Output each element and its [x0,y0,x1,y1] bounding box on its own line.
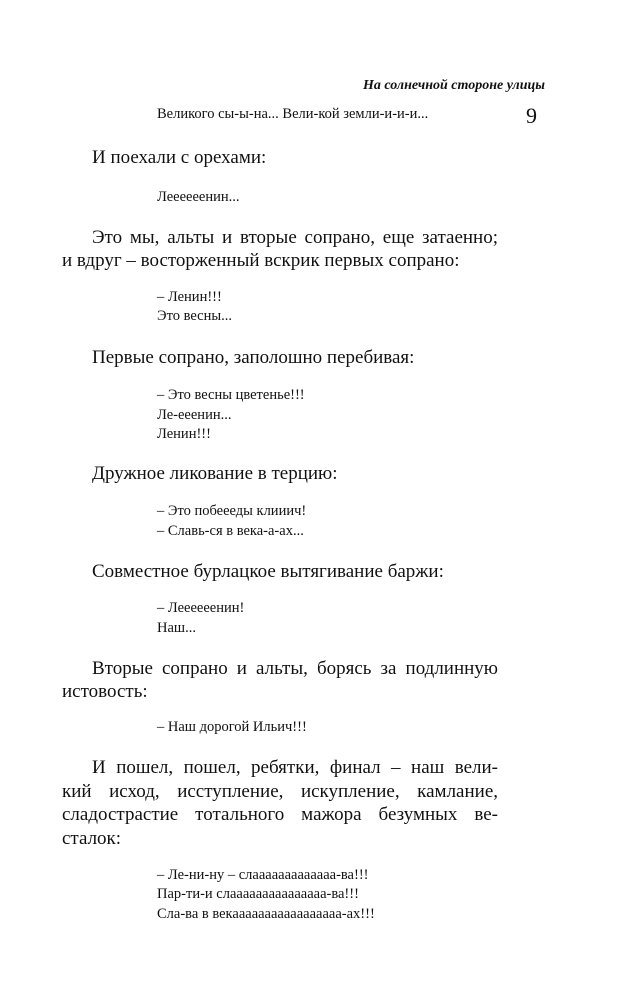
paragraph-line: сталок: [62,828,122,849]
lyric-line: – Это весны цветенье!!! [157,387,305,403]
paragraph-line: истовость: [62,681,148,702]
paragraph-line: Вторые сопрано и альты, борясь за подлинную [92,658,498,679]
lyric-line: – Славь-ся в века-а-ах... [157,523,304,539]
paragraph-line: и вдруг – восторженный вскрик первых сопрано: [62,250,460,271]
lyric-line: – Ленин!!! [157,289,222,305]
lyric-line: Сла-ва в векааааааааааааааааа-ах!!! [157,906,375,922]
lyric-line: Великого сы-ы-на... Вели-кой земли-и-и-и... [157,106,429,122]
lyric-line: – Ле-ни-ну – слааааааааааааа-ва!!! [157,867,369,883]
running-head: На солнечной стороне улицы [362,78,545,93]
paragraph-line: кий исход, исступление, искупление, камлание, [62,781,498,802]
lyric-line: Леееееенин... [157,189,240,205]
lyric-line: Ленин!!! [157,426,211,442]
paragraph-line: Это мы, альты и вторые сопрано, еще затаенно; [92,227,498,248]
paragraph-line: Первые сопрано, заполошно перебивая: [92,347,415,368]
paragraph-line: сладострастие тотального мажора безумных ве- [62,804,498,825]
page-number: 9 [526,103,537,128]
paragraph-line: Совместное бурлацкое вытягивание баржи: [92,561,444,582]
lyric-line: – Это побеееды клииич! [157,503,307,519]
paragraph-line: И пошел, пошел, ребятки, финал – наш вели- [92,757,498,778]
lyric-line: – Наш дорогой Ильич!!! [157,719,307,735]
paragraph-line: И поехали с орехами: [92,147,267,168]
lyric-line: Ле-ееенин... [157,407,232,423]
lyric-line: Это весны... [157,308,232,324]
lyric-line: Пар-ти-и слааааааааааааааа-ва!!! [157,886,359,902]
paragraph-line: Дружное ликование в терцию: [92,463,338,484]
lyric-line: Наш... [157,620,196,636]
lyric-line: – Леееееенин! [157,600,245,616]
